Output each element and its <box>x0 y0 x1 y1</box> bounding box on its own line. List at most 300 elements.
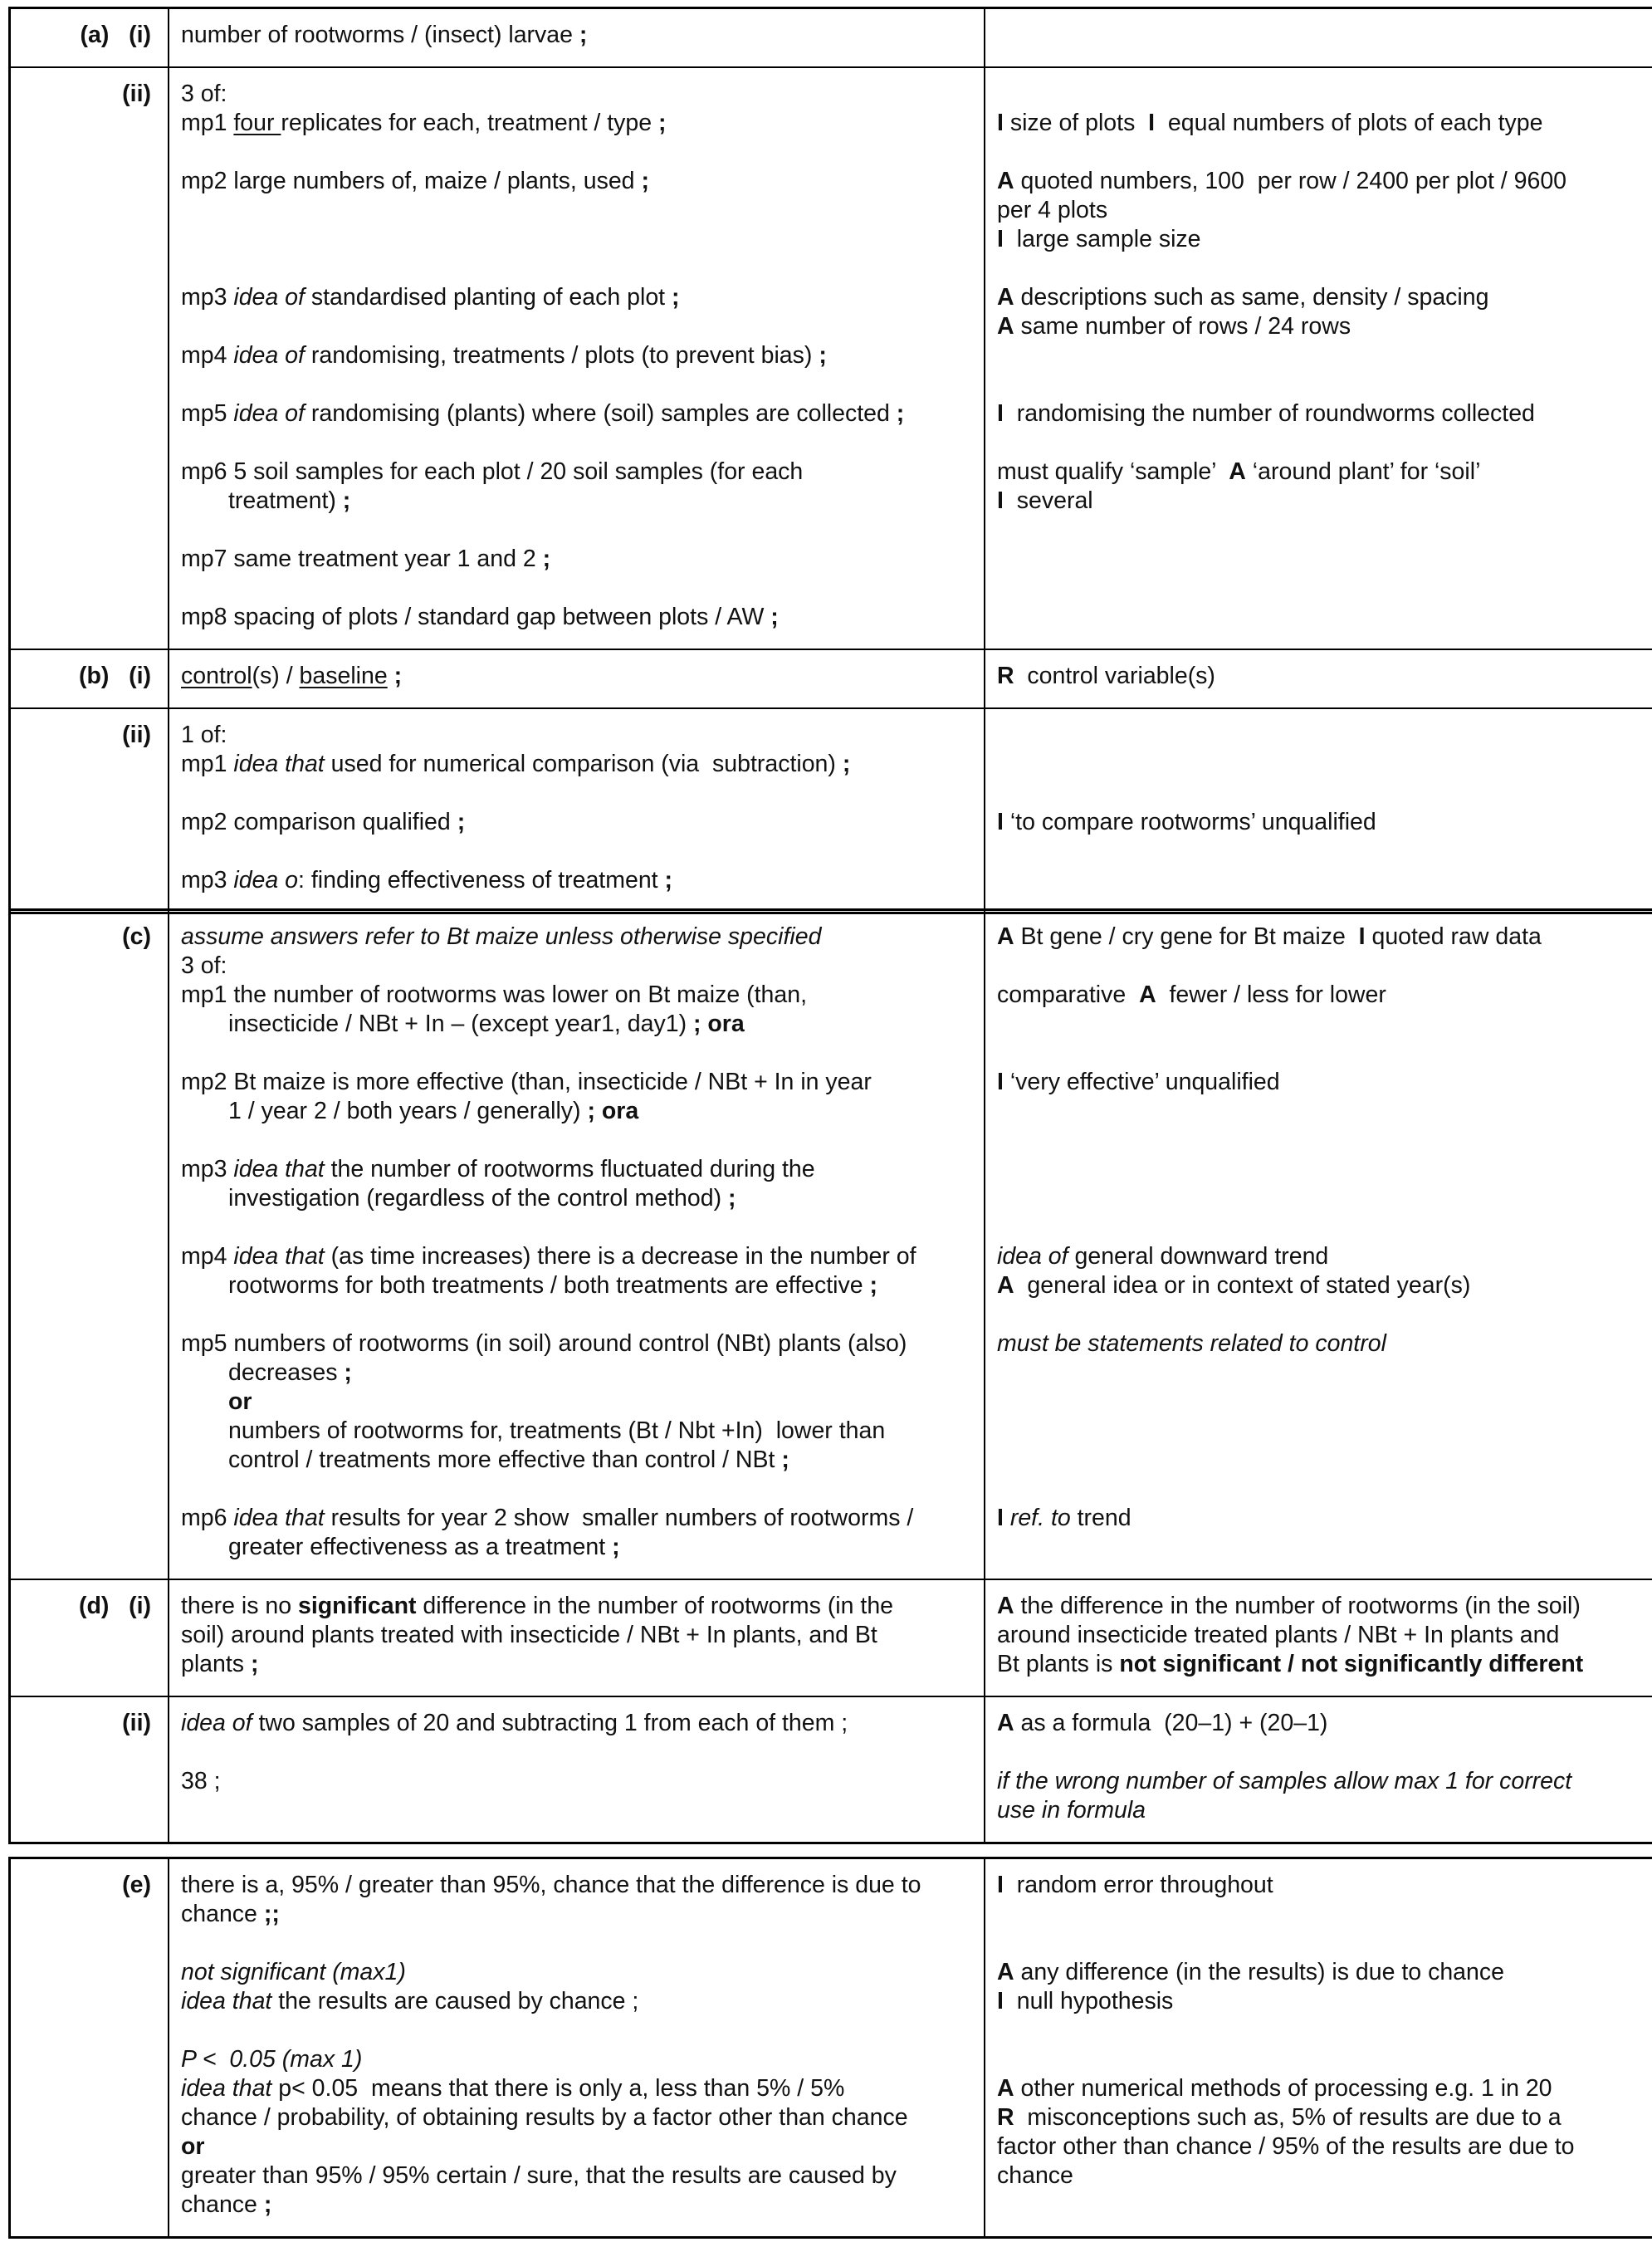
answer-line <box>181 487 975 516</box>
question-label: (a) (i) <box>8 9 169 66</box>
guidance-cell <box>985 650 1652 707</box>
text-run: difference in the number of rootworms (in the <box>416 1593 894 1619</box>
answer-line <box>181 981 975 1010</box>
guidance-line <box>997 1504 1650 1533</box>
text-run: mp1 the number of rootworms was lower on Bt maize (than, <box>181 981 807 1008</box>
guidance-line <box>997 1767 1650 1796</box>
mark-scheme-table <box>8 1857 1652 2239</box>
text-run: : finding effectiveness of treatment <box>298 867 665 893</box>
text-run: ; ora <box>587 1098 639 1124</box>
answer-line <box>181 923 975 952</box>
blank-line <box>181 254 975 283</box>
guidance-line <box>997 196 1650 225</box>
text-run: ; <box>250 1651 259 1677</box>
blank-line <box>181 312 975 341</box>
text-run: ; <box>770 604 779 630</box>
answer-line <box>181 1592 975 1621</box>
blank-line <box>997 779 1650 808</box>
text-run: mp6 <box>181 1505 234 1531</box>
text-run: not significant / not significantly different <box>1119 1651 1584 1677</box>
text-run: the difference in the number of rootworms (in the soil) <box>1014 1593 1581 1619</box>
text-run: treatment) <box>228 487 343 514</box>
text-run: ; <box>542 546 551 572</box>
guidance-line <box>997 1242 1650 1271</box>
guidance-line <box>997 1958 1650 1987</box>
blank-line <box>997 1300 1650 1329</box>
guidance-line <box>997 399 1650 428</box>
answer-cell <box>169 1697 985 1842</box>
answer-cell <box>169 1580 985 1696</box>
text-run: A <box>997 168 1014 194</box>
guidance-line <box>997 2132 1650 2161</box>
text-run: ; <box>819 342 827 369</box>
text-run: comparative <box>997 981 1140 1008</box>
text-run: control / treatments more effective than control / NBt <box>228 1447 782 1473</box>
blank-line <box>997 80 1650 109</box>
text-run: other numerical methods of processing e.g. 1 in 20 <box>1014 2075 1552 2102</box>
guidance-line <box>997 808 1650 837</box>
guidance-line <box>997 458 1650 487</box>
text-run: mp3 <box>181 867 234 893</box>
blank-line <box>997 2016 1650 2045</box>
answer-line <box>181 1900 975 1929</box>
text-run: 1 / year 2 / both years / generally) <box>228 1098 588 1124</box>
text-run: rootworms for both treatments / both treatments are effective <box>228 1272 870 1299</box>
blank-line <box>997 1010 1650 1039</box>
blank-line <box>997 1475 1650 1504</box>
text-run <box>1004 1505 1010 1531</box>
text-run: ; <box>612 1534 620 1560</box>
text-run: idea o <box>233 867 299 893</box>
text-run: trend <box>1070 1505 1131 1531</box>
guidance-cell <box>985 68 1652 649</box>
text-run: idea that <box>233 1243 325 1270</box>
text-run: A <box>997 284 1014 311</box>
question-label: (ii) <box>8 1697 169 1842</box>
blank-line <box>997 1417 1650 1446</box>
answer-line <box>181 1871 975 1900</box>
blank-line <box>997 2045 1650 2074</box>
blank-line <box>181 1300 975 1329</box>
guidance-line <box>997 1871 1650 1900</box>
text-run: 1 of: <box>181 722 227 748</box>
text-run: A <box>997 313 1014 340</box>
question-label: (ii) <box>8 68 169 649</box>
answer-line <box>181 1097 975 1126</box>
answer-line <box>181 109 975 138</box>
answer-line <box>181 1709 975 1738</box>
text-run: (s) / <box>252 663 300 689</box>
blank-line <box>997 428 1650 458</box>
text-run: idea that <box>233 1505 325 1531</box>
text-run: the number of rootworms fluctuated during the <box>324 1156 815 1182</box>
guidance-cell <box>985 709 1652 912</box>
blank-line <box>997 1900 1650 1929</box>
answer-line <box>181 1184 975 1213</box>
mark-scheme-table <box>8 908 1652 1844</box>
blank-line <box>181 1126 975 1155</box>
question-row-d-ii <box>8 1696 1652 1842</box>
text-run: chance / probability, of obtaining results by a factor other than chance <box>181 2104 908 2131</box>
text-run: ; <box>869 1272 877 1299</box>
text-run: I <box>997 1069 1004 1095</box>
text-run: quoted raw data <box>1365 923 1542 950</box>
text-run: soil) around plants treated with insecticide / NBt + In plants, and Bt <box>181 1622 877 1648</box>
text-run: must be statements related to control <box>997 1330 1386 1357</box>
text-run: randomising, treatments / plots (to prevent bias) <box>304 342 819 369</box>
text-run: A <box>1139 981 1156 1008</box>
blank-line <box>181 428 975 458</box>
text-run: A <box>997 1710 1014 1736</box>
blank-line <box>997 1358 1650 1388</box>
text-run: plants <box>181 1651 251 1677</box>
text-run: ; <box>658 110 667 136</box>
text-run: numbers of rootworms for, treatments (Bt / Nbt +In) lower than <box>228 1417 886 1444</box>
text-run: standardised planting of each plot <box>304 284 672 311</box>
blank-line <box>997 138 1650 167</box>
guidance-line <box>997 981 1650 1010</box>
answer-line <box>181 2191 975 2220</box>
guidance-line <box>997 2161 1650 2191</box>
text-run: factor other than chance / 95% of the results are due to <box>997 2133 1575 2160</box>
blank-line <box>181 1929 975 1958</box>
question-label: (d) (i) <box>8 1580 169 1696</box>
text-run: large sample size <box>1003 226 1201 252</box>
guidance-line <box>997 1987 1650 2016</box>
text-run: fewer / less for lower <box>1156 981 1386 1008</box>
guidance-line <box>997 167 1650 196</box>
text-run: I <box>997 1988 1004 2014</box>
text-run: control <box>181 663 252 689</box>
blank-line <box>997 1184 1650 1213</box>
text-run: I <box>1148 110 1156 136</box>
text-run: investigation (regardless of the control method) <box>228 1185 728 1212</box>
text-run: A <box>1229 458 1246 485</box>
blank-line <box>181 516 975 545</box>
guidance-line <box>997 2103 1650 2132</box>
answer-line <box>181 1358 975 1388</box>
text-run: randomising the number of roundworms collected <box>1003 400 1535 427</box>
blank-line <box>997 370 1650 399</box>
text-run: idea that <box>233 751 325 777</box>
text-run: per 4 plots <box>997 197 1108 223</box>
guidance-line <box>997 1650 1650 1679</box>
blank-line <box>997 1213 1650 1242</box>
guidance-line <box>997 312 1650 341</box>
guidance-line <box>997 1068 1650 1097</box>
guidance-line <box>997 109 1650 138</box>
text-run: ; <box>896 400 905 427</box>
answer-line <box>181 80 975 109</box>
text-run: there is no <box>181 1593 298 1619</box>
answer-line <box>181 1155 975 1184</box>
text-run: equal numbers of plots of each type <box>1155 110 1543 136</box>
blank-line <box>181 138 975 167</box>
blank-line <box>997 1446 1650 1475</box>
answer-line <box>181 1650 975 1679</box>
text-run: Bt gene / cry gene for Bt maize <box>1014 923 1359 950</box>
text-run: quoted numbers, 100 per row / 2400 per plot / 9600 <box>1014 168 1567 194</box>
text-run: decreases <box>228 1359 345 1386</box>
text-run: mp5 <box>181 400 234 427</box>
blank-line <box>997 254 1650 283</box>
text-run: ; <box>672 284 680 311</box>
answer-line <box>181 1767 975 1796</box>
blank-line <box>181 370 975 399</box>
text-run: I <box>997 226 1004 252</box>
answer-line <box>181 2045 975 2074</box>
question-label: (b) (i) <box>8 650 169 707</box>
answer-cell <box>169 1859 985 2236</box>
answer-line <box>181 808 975 837</box>
answer-line <box>181 1987 975 2016</box>
text-run: size of plots <box>1003 110 1149 136</box>
text-run: R <box>997 663 1014 689</box>
blank-line <box>181 574 975 603</box>
text-run: idea of <box>997 1243 1068 1270</box>
answer-line <box>181 721 975 750</box>
blank-line <box>181 2016 975 2045</box>
answer-line <box>181 952 975 981</box>
text-run: greater than 95% / 95% certain / sure, that the results are caused by <box>181 2162 897 2189</box>
blank-line <box>997 1155 1650 1184</box>
text-run: A <box>997 2075 1014 2102</box>
text-run: ; <box>342 487 351 514</box>
answer-cell <box>169 911 985 1579</box>
answer-line <box>181 283 975 312</box>
text-run: ; <box>641 168 649 194</box>
text-run: ; <box>781 1447 789 1473</box>
answer-line <box>181 1068 975 1097</box>
question-row-a-i <box>8 9 1652 66</box>
blank-line <box>997 750 1650 779</box>
guidance-line <box>997 225 1650 254</box>
answer-line <box>181 1388 975 1417</box>
text-run: if the wrong number of samples allow max 1 for correct <box>997 1768 1572 1794</box>
text-run: I <box>997 1872 1004 1898</box>
answer-line <box>181 1242 975 1271</box>
guidance-line <box>997 1592 1650 1621</box>
answer-line <box>181 21 975 50</box>
text-run: or <box>181 2133 205 2160</box>
question-row-c <box>8 911 1652 1579</box>
blank-line <box>997 1388 1650 1417</box>
blank-line <box>997 1126 1650 1155</box>
text-run: randomising (plants) where (soil) samples are collected <box>304 400 897 427</box>
text-run: mp2 Bt maize is more effective (than, insecticide / NBt + In in year <box>181 1069 872 1095</box>
answer-line <box>181 1271 975 1300</box>
text-run: used for numerical comparison (via subtraction) <box>324 751 843 777</box>
text-run: as a formula (20–1) + (20–1) <box>1014 1710 1328 1736</box>
text-run <box>388 663 394 689</box>
guidance-line <box>997 283 1650 312</box>
text-run: same number of rows / 24 rows <box>1014 313 1351 340</box>
answer-line <box>181 1504 975 1533</box>
answer-line <box>181 1621 975 1650</box>
guidance-line <box>997 2074 1650 2103</box>
text-run: mp3 <box>181 284 234 311</box>
answer-line <box>181 399 975 428</box>
text-run: ; <box>579 22 588 48</box>
answer-line <box>181 545 975 574</box>
text-run: ; ora <box>692 1011 745 1037</box>
text-run: A <box>997 1593 1014 1619</box>
text-run: A <box>997 1959 1014 1985</box>
blank-line <box>181 1213 975 1242</box>
question-row-a-ii <box>8 66 1652 649</box>
text-run: several <box>1003 487 1093 514</box>
text-run: mp6 5 soil samples for each plot / 20 soil samples (for each <box>181 458 804 485</box>
text-run: I <box>997 487 1004 514</box>
text-run: idea of <box>233 284 305 311</box>
text-run: chance <box>181 2191 264 2218</box>
guidance-cell <box>985 1580 1652 1696</box>
answer-line <box>181 2074 975 2103</box>
text-run: use in formula <box>997 1797 1146 1823</box>
answer-line <box>181 1010 975 1039</box>
question-row-b-ii <box>8 707 1652 912</box>
blank-line <box>181 225 975 254</box>
text-run: control variable(s) <box>1014 663 1215 689</box>
text-run: greater effectiveness as a treatment <box>228 1534 613 1560</box>
answer-line <box>181 1417 975 1446</box>
question-row-b-i <box>8 649 1652 707</box>
text-run: idea that <box>181 1988 272 2014</box>
blank-line <box>997 341 1650 370</box>
text-run: ; <box>457 809 466 835</box>
text-run: mp3 <box>181 1156 234 1182</box>
answer-cell <box>169 68 985 649</box>
text-run: the results are caused by chance ; <box>271 1988 639 2014</box>
text-run: idea that <box>233 1156 325 1182</box>
blank-line <box>181 779 975 808</box>
text-run: (as time increases) there is a decrease in the number of <box>324 1243 916 1270</box>
text-run: I <box>1358 923 1366 950</box>
text-run: mp4 <box>181 1243 234 1270</box>
answer-line <box>181 2132 975 2161</box>
text-run: A <box>997 923 1014 950</box>
text-run: mp5 numbers of rootworms (in soil) around control (NBt) plants (also) <box>181 1330 907 1357</box>
guidance-line <box>997 923 1650 952</box>
answer-line <box>181 167 975 196</box>
answer-line <box>181 2103 975 2132</box>
question-label: (e) <box>8 1859 169 2236</box>
answer-line <box>181 866 975 895</box>
answer-line <box>181 1446 975 1475</box>
text-run: ‘around plant’ for ‘soil’ <box>1245 458 1481 485</box>
guidance-line <box>997 1796 1650 1825</box>
text-run: 3 of: <box>181 81 227 107</box>
text-run: ; <box>393 663 403 689</box>
blank-line <box>997 1097 1650 1126</box>
blank-line <box>181 837 975 866</box>
text-run: A <box>997 1272 1014 1299</box>
text-run: mp7 same treatment year 1 and 2 <box>181 546 543 572</box>
answer-line <box>181 1329 975 1358</box>
text-run: idea that <box>181 2075 272 2102</box>
answer-line <box>181 341 975 370</box>
text-run: I <box>997 110 1004 136</box>
blank-line <box>997 952 1650 981</box>
text-run: mp1 <box>181 110 234 136</box>
text-run: any difference (in the results) is due to chance <box>1014 1959 1504 1985</box>
text-run: mp1 <box>181 751 234 777</box>
answer-cell <box>169 9 985 66</box>
text-run: number of rootworms / (insect) larvae <box>181 22 579 48</box>
text-run: I <box>997 809 1004 835</box>
question-label: (ii) <box>8 709 169 912</box>
text-run: misconceptions such as, 5% of results are due to a <box>1014 2104 1562 2131</box>
text-run: idea of <box>181 1710 252 1736</box>
text-run: Bt plants is <box>997 1651 1120 1677</box>
blank-line <box>181 196 975 225</box>
text-run: general downward trend <box>1068 1243 1329 1270</box>
answer-cell <box>169 709 985 912</box>
text-run: results for year 2 show smaller numbers of rootworms / <box>324 1505 914 1531</box>
text-run: assume answers refer to Bt maize unless otherwise specified <box>181 923 822 950</box>
text-run: or <box>228 1388 252 1415</box>
text-run: ; <box>842 751 851 777</box>
text-run: general idea or in context of stated year(s) <box>1014 1272 1471 1299</box>
text-run: baseline <box>299 663 388 689</box>
text-run: ref. to <box>1009 1505 1071 1531</box>
text-run: ; <box>263 2191 272 2218</box>
text-run: not significant (max1) <box>181 1959 406 1985</box>
text-run: ‘to compare rootworms’ unqualified <box>1003 809 1376 835</box>
text-run: P < 0.05 (max 1) <box>181 2046 363 2073</box>
text-run: ; <box>664 867 673 893</box>
blank-line <box>181 1039 975 1068</box>
text-run: descriptions such as same, density / spacing <box>1014 284 1489 311</box>
text-run: there is a, 95% / greater than 95%, chance that the difference is due to <box>181 1872 921 1898</box>
text-run: chance <box>181 1901 264 1927</box>
text-run: 38 ; <box>181 1768 221 1794</box>
text-run: idea of <box>233 342 305 369</box>
text-run: 3 of: <box>181 952 227 979</box>
answer-cell <box>169 650 985 707</box>
question-row-e <box>8 1859 1652 2236</box>
text-run: around insecticide treated plants / NBt + In plants and <box>997 1622 1560 1648</box>
answer-line <box>181 603 975 632</box>
guidance-cell <box>985 911 1652 1579</box>
text-run: insecticide / NBt + In – (except year1, day1) <box>228 1011 693 1037</box>
text-run: mp2 comparison qualified <box>181 809 457 835</box>
text-run: I <box>997 400 1004 427</box>
text-run: mp2 large numbers of, maize / plants, used <box>181 168 642 194</box>
text-run: R <box>997 2104 1014 2131</box>
text-run: ;; <box>263 1901 280 1927</box>
answer-line <box>181 1533 975 1562</box>
text-run: random error throughout <box>1003 1872 1273 1898</box>
answer-line <box>181 750 975 779</box>
text-run: idea of <box>233 400 305 427</box>
guidance-line <box>997 1709 1650 1738</box>
blank-line <box>997 1929 1650 1958</box>
text-run: ; <box>344 1359 352 1386</box>
blank-line <box>997 1039 1650 1068</box>
blank-line <box>997 721 1650 750</box>
guidance-cell <box>985 1697 1652 1842</box>
answer-line <box>181 662 975 691</box>
guidance-line <box>997 1621 1650 1650</box>
text-run: mp8 spacing of plots / standard gap between plots / AW <box>181 604 771 630</box>
guidance-line <box>997 662 1650 691</box>
text-run: significant <box>298 1593 417 1619</box>
answer-line <box>181 1958 975 1987</box>
text-run: p< 0.05 means that there is only a, less than 5% / 5% <box>271 2075 845 2102</box>
text-run: mp4 <box>181 342 234 369</box>
blank-line <box>181 1475 975 1504</box>
